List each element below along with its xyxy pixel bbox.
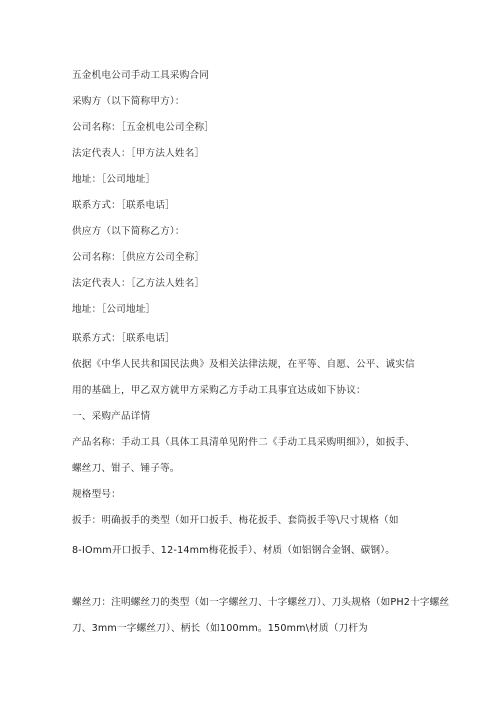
preamble-line-2: 用的基础上，甲乙双方就甲方采购乙方手动工具事宜达成如下协议：: [72, 385, 366, 396]
screwdriver-line-1: 螺丝刀：注明螺丝刀的类型（如一字螺丝刀、十字螺丝刀）、刀头规格（如PH2十字螺丝: [72, 597, 450, 608]
supplier-address: 地址：［公司地址］: [72, 304, 156, 315]
spec-heading: 规格型号：: [72, 489, 121, 500]
wrench-line-2: 8-IOmm开口扳手、12-14mm梅花扳手）、材质（如铝钢合金钢、碳钢）。: [72, 545, 396, 556]
buyer-heading: 采购方（以下简称甲方）：: [72, 96, 185, 107]
buyer-representative: 法定代表人：［甲方法人姓名］: [72, 148, 205, 159]
product-line-2: 螺丝刀、钳子、锤子等。: [72, 463, 180, 474]
supplier-heading: 供应方（以下简称乙方）：: [72, 226, 185, 237]
screwdriver-line-2: 刀、3mm一字螺丝刀）、柄长（如100mm。150mm\材质（刀杆为: [72, 623, 368, 634]
product-line-1: 产品名称：手动工具（具体工具清单见附件二《手动工具采购明细》），如扳手、: [72, 437, 415, 448]
wrench-line-1: 扳手：明确扳手的类型（如开口扳手、梅花扳手、套筒扳手等\尺寸规格（如: [72, 515, 399, 526]
document-title: 五金机电公司手动工具采购合同: [72, 70, 210, 81]
buyer-contact: 联系方式：［联系电话］: [72, 200, 175, 211]
buyer-address: 地址：［公司地址］: [72, 174, 156, 185]
supplier-representative: 法定代表人：［乙方法人姓名］: [72, 278, 205, 289]
supplier-contact: 联系方式：［联系电话］: [72, 333, 175, 344]
section-heading: 一、采购产品详情: [72, 411, 151, 422]
supplier-company: 公司名称：［供应方公司全称］: [72, 252, 205, 263]
buyer-company: 公司名称：［五金机电公司全称］: [72, 122, 215, 133]
preamble-line-1: 依据《中华人民共和国民法典》及相关法律法规，在平等、自愿、公平、诚实信: [72, 359, 415, 370]
